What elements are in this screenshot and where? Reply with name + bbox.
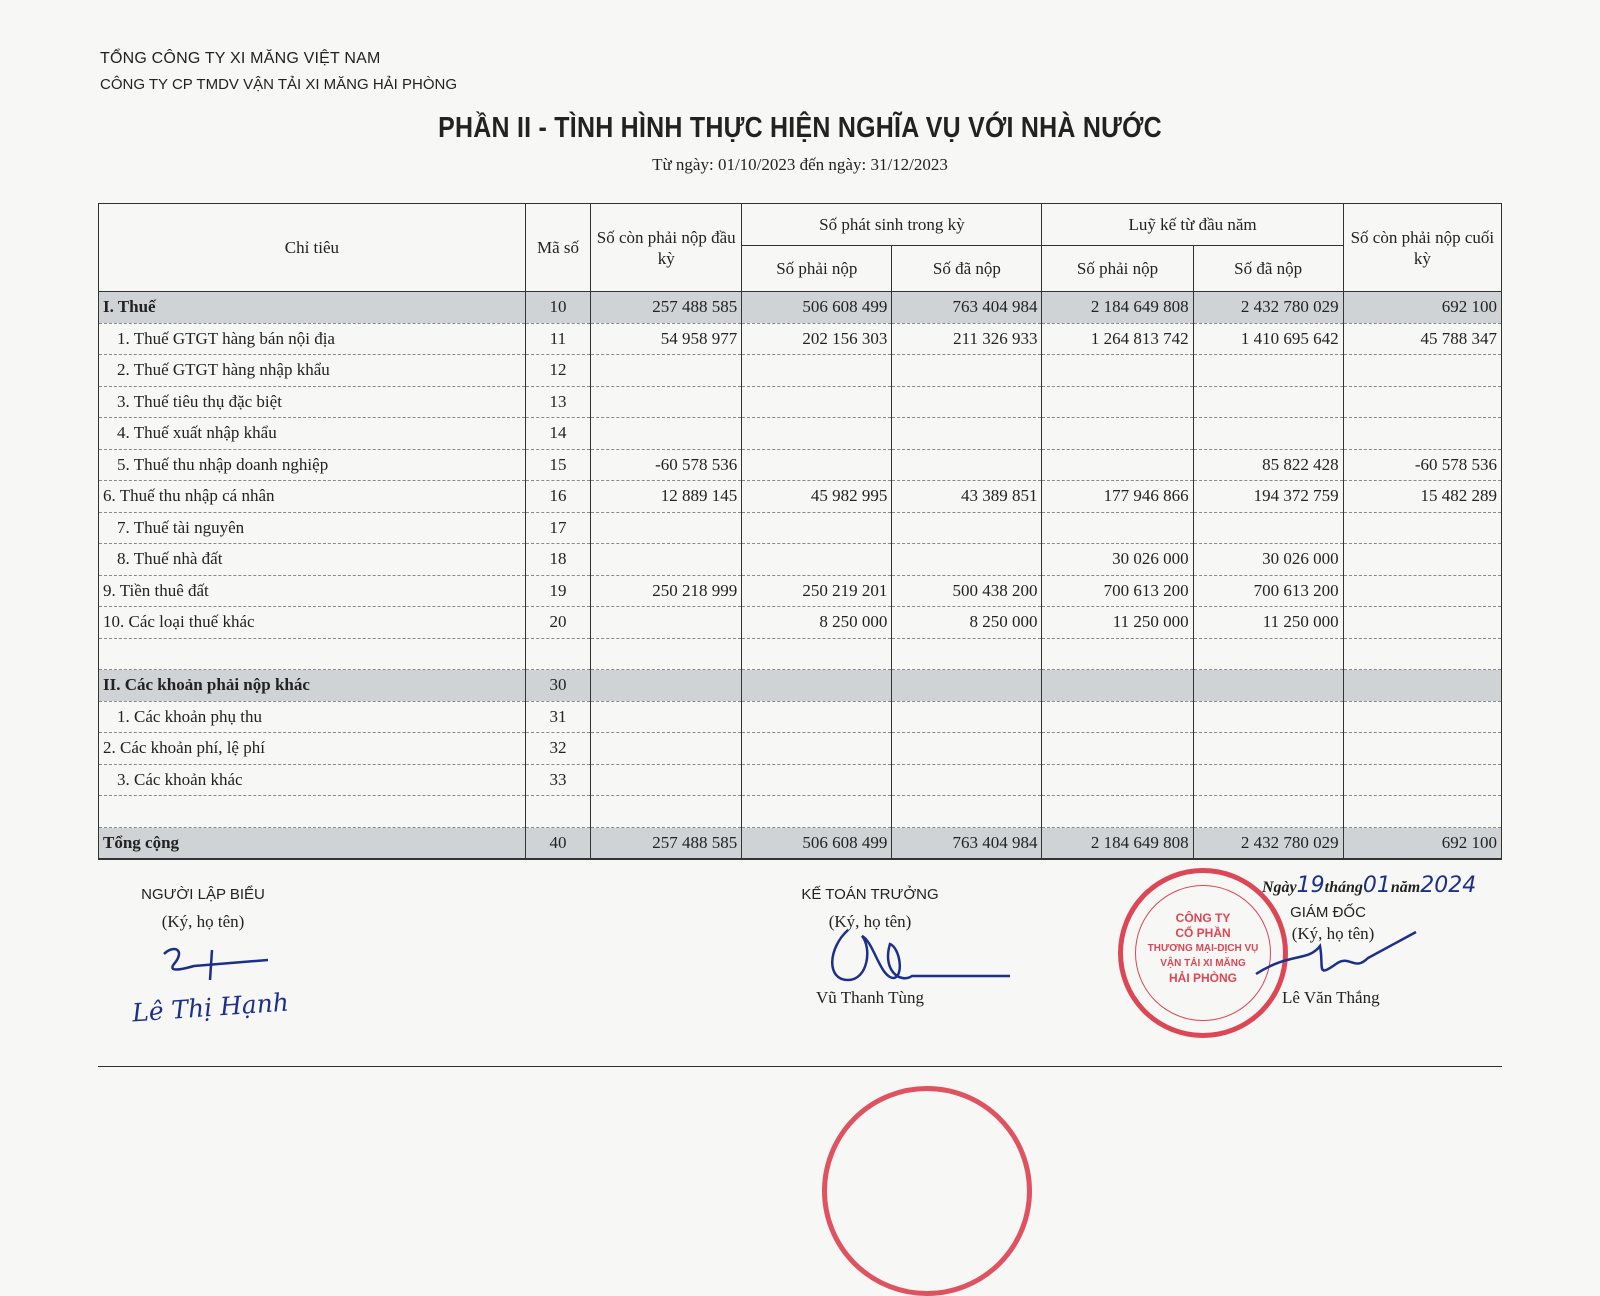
cell-ps-due: [742, 449, 892, 481]
cell-lk-due: [1042, 512, 1193, 544]
preparer-title: NGƯỜI LẬP BIỂU: [141, 886, 265, 903]
row-label: 4. Thuế xuất nhập khẩu: [99, 418, 526, 450]
table-row-thue-khac: [99, 607, 1502, 639]
table-row-tndn: [99, 449, 1502, 481]
preparer-sign-note: (Ký, họ tên): [161, 912, 245, 931]
row-code: 31: [525, 701, 590, 733]
row-code: 33: [525, 764, 590, 796]
table-row-xuat-nhap-khau: [99, 418, 1502, 450]
table-row-tncn: [99, 481, 1502, 513]
cell-ps-paid: [892, 512, 1042, 544]
cell-end: 692 100: [1343, 827, 1501, 859]
cell-lk-due: 11 250 000: [1042, 607, 1193, 639]
stamp-line1: CÔNG TY: [1175, 911, 1231, 925]
header-ps-da-nop: Số đã nộp: [892, 246, 1042, 292]
cell-ps-paid: [892, 796, 1042, 828]
cell-ps-paid: [892, 544, 1042, 576]
org-name-company: CÔNG TY CP TMDV VẬN TẢI XI MĂNG HẢI PHÒNG: [100, 76, 458, 93]
cell-ps-due: [742, 670, 892, 702]
row-code: [525, 796, 590, 828]
cell-end: [1343, 607, 1501, 639]
cell-ps-due: [742, 544, 892, 576]
cell-begin: 12 889 145: [591, 481, 742, 513]
row-code: 32: [525, 733, 590, 765]
cell-ps-due: [742, 764, 892, 796]
cell-begin: [591, 764, 742, 796]
cell-lk-paid: [1193, 638, 1343, 670]
director-title: GIÁM ĐỐC: [1290, 904, 1366, 921]
cell-begin: [591, 701, 742, 733]
row-label: [99, 638, 526, 670]
cell-ps-due: [742, 701, 892, 733]
cell-begin: [591, 512, 742, 544]
row-label: 3. Thuế tiêu thụ đặc biệt: [99, 386, 526, 418]
cell-ps-due: [742, 355, 892, 387]
table-row-phu-thu: [99, 701, 1502, 733]
row-code: 18: [525, 544, 590, 576]
report-title: PHẦN II - TÌNH HÌNH THỰC HIỆN NGHĨA VỤ VỚI NHÀ NƯỚC: [438, 112, 1162, 144]
cell-end: [1343, 733, 1501, 765]
cell-lk-due: [1042, 386, 1193, 418]
row-label: I. Thuế: [99, 292, 526, 324]
cell-begin: 257 488 585: [591, 827, 742, 859]
cell-begin: [591, 544, 742, 576]
cell-end: [1343, 355, 1501, 387]
row-code: 17: [525, 512, 590, 544]
cell-lk-paid: [1193, 386, 1343, 418]
cell-lk-due: [1042, 733, 1193, 765]
cell-lk-due: [1042, 355, 1193, 387]
table-row-phi-le-phi: [99, 733, 1502, 765]
row-label: [99, 796, 526, 828]
table-row-nha-dat: [99, 544, 1502, 576]
cell-lk-due: 1 264 813 742: [1042, 323, 1193, 355]
cell-ps-due: [742, 638, 892, 670]
cell-end: [1343, 796, 1501, 828]
cell-end: 45 788 347: [1343, 323, 1501, 355]
header-lk-da-nop: Số đã nộp: [1193, 246, 1343, 292]
cell-lk-paid: [1193, 701, 1343, 733]
cell-end: [1343, 512, 1501, 544]
cell-begin: 54 958 977: [591, 323, 742, 355]
row-code: 11: [525, 323, 590, 355]
cell-lk-paid: [1193, 733, 1343, 765]
cell-lk-due: [1042, 638, 1193, 670]
table-row-thue: [99, 292, 1502, 324]
cell-ps-due: 202 156 303: [742, 323, 892, 355]
header-dau-ky: Số còn phải nộp đầu kỳ: [591, 204, 742, 292]
cell-ps-paid: 763 404 984: [892, 827, 1042, 859]
stamp-line4: VẬN TẢI XI MĂNG: [1160, 958, 1246, 969]
cell-ps-due: 506 608 499: [742, 292, 892, 324]
row-label: 2. Thuế GTGT hàng nhập khẩu: [99, 355, 526, 387]
tax-obligation-table: [98, 203, 1502, 860]
cell-end: [1343, 701, 1501, 733]
cell-ps-due: 250 219 201: [742, 575, 892, 607]
row-label: 3. Các khoản khác: [99, 764, 526, 796]
cell-end: [1343, 418, 1501, 450]
header-phat-sinh: Số phát sinh trong kỳ: [742, 204, 1042, 246]
cell-ps-due: [742, 418, 892, 450]
row-label: 7. Thuế tài nguyên: [99, 512, 526, 544]
director-name: Lê Văn Thắng: [1282, 988, 1380, 1007]
cell-end: [1343, 544, 1501, 576]
row-code: 30: [525, 670, 590, 702]
cell-ps-paid: [892, 418, 1042, 450]
cell-ps-paid: [892, 670, 1042, 702]
cell-end: [1343, 638, 1501, 670]
row-code: 13: [525, 386, 590, 418]
cell-lk-due: 2 184 649 808: [1042, 827, 1193, 859]
cell-lk-due: [1042, 796, 1193, 828]
row-label: 8. Thuế nhà đất: [99, 544, 526, 576]
table-row-spacer-2: [99, 796, 1502, 828]
row-label: 1. Thuế GTGT hàng bán nội địa: [99, 323, 526, 355]
cell-lk-paid: 1 410 695 642: [1193, 323, 1343, 355]
row-label: Tổng cộng: [99, 827, 526, 859]
cell-ps-paid: 43 389 851: [892, 481, 1042, 513]
cell-lk-paid: 30 026 000: [1193, 544, 1343, 576]
header-cuoi-ky: Số còn phải nộp cuối kỳ: [1343, 204, 1501, 292]
row-code: 10: [525, 292, 590, 324]
cell-lk-due: [1042, 449, 1193, 481]
header-luy-ke: Luỹ kế từ đầu năm: [1042, 204, 1343, 246]
date-month: 01: [1362, 873, 1391, 898]
date-year-word: năm: [1390, 879, 1421, 896]
header-ma-so: Mã số: [525, 204, 590, 292]
cell-lk-due: 177 946 866: [1042, 481, 1193, 513]
date-prefix: Ngày: [1262, 879, 1297, 896]
preparer-name-handwritten: Lê Thị Hạnh: [131, 987, 290, 1028]
cell-lk-paid: [1193, 764, 1343, 796]
cell-begin: 250 218 999: [591, 575, 742, 607]
table-row-thue-dat: [99, 575, 1502, 607]
row-label: 10. Các loại thuế khác: [99, 607, 526, 639]
cell-ps-paid: 500 438 200: [892, 575, 1042, 607]
accountant-sign-note: (Ký, họ tên): [828, 912, 912, 931]
cell-lk-paid: [1193, 355, 1343, 387]
cell-ps-due: [742, 733, 892, 765]
cell-begin: [591, 670, 742, 702]
cell-ps-due: 506 608 499: [742, 827, 892, 859]
row-label: 9. Tiền thuê đất: [99, 575, 526, 607]
cell-ps-paid: [892, 638, 1042, 670]
cell-ps-paid: [892, 764, 1042, 796]
cell-ps-due: [742, 386, 892, 418]
cell-lk-paid: 11 250 000: [1193, 607, 1343, 639]
cell-ps-paid: [892, 733, 1042, 765]
cell-end: -60 578 536: [1343, 449, 1501, 481]
cell-end: 692 100: [1343, 292, 1501, 324]
row-label: 6. Thuế thu nhập cá nhân: [99, 481, 526, 513]
cell-end: [1343, 670, 1501, 702]
cell-ps-paid: 763 404 984: [892, 292, 1042, 324]
cell-lk-due: 2 184 649 808: [1042, 292, 1193, 324]
director-sign-note: (Ký, họ tên): [1291, 924, 1375, 943]
cell-begin: [591, 638, 742, 670]
row-label: II. Các khoản phải nộp khác: [99, 670, 526, 702]
cell-lk-paid: [1193, 418, 1343, 450]
cell-end: [1343, 386, 1501, 418]
stamp-line5: HẢI PHÒNG: [1168, 971, 1237, 985]
cell-lk-paid: 194 372 759: [1193, 481, 1343, 513]
cell-begin: [591, 733, 742, 765]
cell-begin: -60 578 536: [591, 449, 742, 481]
header-chi-tieu: Chỉ tiêu: [99, 204, 526, 292]
accountant-name: Vũ Thanh Tùng: [816, 988, 924, 1007]
table-row-khoan-khac: [99, 764, 1502, 796]
table-row-tai-nguyen: [99, 512, 1502, 544]
date-year: 2024: [1420, 873, 1477, 898]
cell-begin: [591, 796, 742, 828]
cell-begin: [591, 418, 742, 450]
cell-ps-paid: 211 326 933: [892, 323, 1042, 355]
cell-lk-due: 30 026 000: [1042, 544, 1193, 576]
cell-end: [1343, 575, 1501, 607]
cell-lk-due: [1042, 701, 1193, 733]
header-lk-phai-nop: Số phải nộp: [1042, 246, 1193, 292]
row-code: [525, 638, 590, 670]
row-code: 14: [525, 418, 590, 450]
row-code: 15: [525, 449, 590, 481]
partial-stamp-icon: [822, 1086, 1032, 1296]
cell-ps-due: [742, 796, 892, 828]
cell-ps-due: [742, 512, 892, 544]
report-period: Từ ngày: 01/10/2023 đến ngày: 31/12/2023: [652, 155, 948, 174]
cell-ps-paid: [892, 449, 1042, 481]
date-month-word: tháng: [1324, 879, 1363, 896]
row-label: 1. Các khoản phụ thu: [99, 701, 526, 733]
table-row-gtgt-nhap-khau: [99, 355, 1502, 387]
cell-begin: [591, 607, 742, 639]
stamp-line3: THƯƠNG MẠI-DỊCH VỤ: [1147, 943, 1259, 954]
cell-lk-paid: [1193, 670, 1343, 702]
cell-lk-due: [1042, 764, 1193, 796]
cell-lk-due: 700 613 200: [1042, 575, 1193, 607]
cell-lk-paid: [1193, 512, 1343, 544]
cell-lk-paid: 2 432 780 029: [1193, 292, 1343, 324]
cell-lk-due: [1042, 418, 1193, 450]
org-name-parent: TỔNG CÔNG TY XI MĂNG VIỆT NAM: [100, 50, 381, 67]
cell-end: [1343, 764, 1501, 796]
cell-lk-paid: [1193, 796, 1343, 828]
row-code: 20: [525, 607, 590, 639]
cell-ps-paid: 8 250 000: [892, 607, 1042, 639]
table-row-gtgt-noi-dia: [99, 323, 1502, 355]
table-body: [99, 292, 1502, 860]
row-code: 40: [525, 827, 590, 859]
row-label: 2. Các khoản phí, lệ phí: [99, 733, 526, 765]
cell-ps-paid: [892, 386, 1042, 418]
cell-begin: 257 488 585: [591, 292, 742, 324]
cell-begin: [591, 386, 742, 418]
stamp-line2: CỔ PHẦN: [1175, 926, 1231, 940]
cell-ps-paid: [892, 701, 1042, 733]
row-label: 5. Thuế thu nhập doanh nghiệp: [99, 449, 526, 481]
table-row-spacer-1: [99, 638, 1502, 670]
header-ps-phai-nop: Số phải nộp: [742, 246, 892, 292]
cell-lk-paid: 700 613 200: [1193, 575, 1343, 607]
accountant-title: KẾ TOÁN TRƯỞNG: [801, 886, 939, 903]
table-row-tong-cong: [99, 827, 1502, 859]
date-day: 19: [1296, 873, 1325, 898]
table-row-tieu-thu-dac-biet: [99, 386, 1502, 418]
cell-lk-due: [1042, 670, 1193, 702]
footer-divider: [98, 1066, 1502, 1067]
cell-lk-paid: 2 432 780 029: [1193, 827, 1343, 859]
table-row-khoan-phai-nop-khac: [99, 670, 1502, 702]
row-code: 12: [525, 355, 590, 387]
row-code: 19: [525, 575, 590, 607]
cell-ps-due: 45 982 995: [742, 481, 892, 513]
row-code: 16: [525, 481, 590, 513]
cell-end: 15 482 289: [1343, 481, 1501, 513]
cell-begin: [591, 355, 742, 387]
cell-lk-paid: 85 822 428: [1193, 449, 1343, 481]
cell-ps-due: 8 250 000: [742, 607, 892, 639]
signing-date: [1262, 873, 1476, 898]
cell-ps-paid: [892, 355, 1042, 387]
